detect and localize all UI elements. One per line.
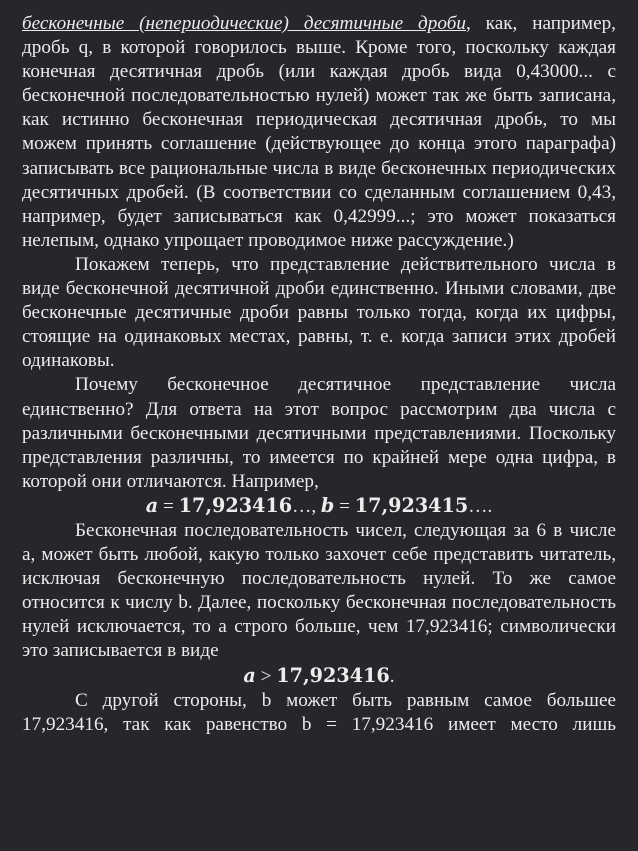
formula-separator: …, xyxy=(292,495,321,517)
formula-eq-1: = xyxy=(158,495,179,517)
formula2-tail: . xyxy=(389,665,395,687)
formula-b-value: 17,923415 xyxy=(354,493,469,517)
formula-eq-2: = xyxy=(334,495,355,517)
formula2-var-a: a xyxy=(243,663,256,687)
formula-a-greater xyxy=(22,664,616,689)
formula-var-a: a xyxy=(145,493,159,517)
formula2-op: > xyxy=(255,665,277,687)
formula-a-b xyxy=(22,494,616,519)
paragraph-2: Покажем теперь, что представление действительного числа в виде бесконечной десятичной дроби единственно. Иными словами, две бесконечные десятичные дроби равны только тогда, когда их цифры, стоящие на одинаковых местах, равны, т. е. когда записи этих дробей одинаковы. xyxy=(22,253,616,372)
underlined-term: бесконечные (непериодические) десятичные дроби xyxy=(22,13,466,34)
formula-tail: …. xyxy=(468,495,493,517)
paragraph-1-text: , как, например, дробь q, в которой говорилось выше. Кроме того, поскольку каждая конечная десятичная дробь (или каждая дробь вида 0,43000... с бесконечной последовательностью нулей) может так же быть записана, как истинно бесконечная периодическая десятичная дробь, то мы можем принять соглашение (действующее до конца этого параграфа) записывать все рациональные числа в виде бесконечных периодических десятичных дробей. (В соответствии со сделанным соглашением 0,43, например, будет записываться как 0,42999...; это может показаться нелепым, однако упрощает проводимое ниже рассуждение.) xyxy=(22,13,616,251)
formula2-value: 17,923416 xyxy=(276,663,390,687)
paragraph-5: С другой стороны, b может быть равным самое большее 17,923416, так как равенство b = 17,923416 имеет место лишь xyxy=(22,689,616,735)
paragraph-1 xyxy=(22,12,616,253)
paragraph-3: Почему бесконечное десятичное представление числа единственно? Для ответа на этот вопрос рассмотрим два числа с различными бесконечными десятичными представлениями. Поскольку представления различны, то имеется по крайней мере одна цифра, в которой они отличаются. Например, xyxy=(22,374,616,492)
paragraph-4: Бесконечная последовательность чисел, следующая за 6 в числе a, может быть любой, какую только захочет себе представить читатель, исключая бесконечную последовательность нулей. То же самое относится к числу b. Далее, поскольку бесконечная последовательность нулей исключается, то a строго больше, чем 17,923416; символически это записывается в виде xyxy=(22,519,616,662)
formula-var-b: b xyxy=(320,493,335,517)
formula-a-value: 17,923416 xyxy=(178,493,293,517)
